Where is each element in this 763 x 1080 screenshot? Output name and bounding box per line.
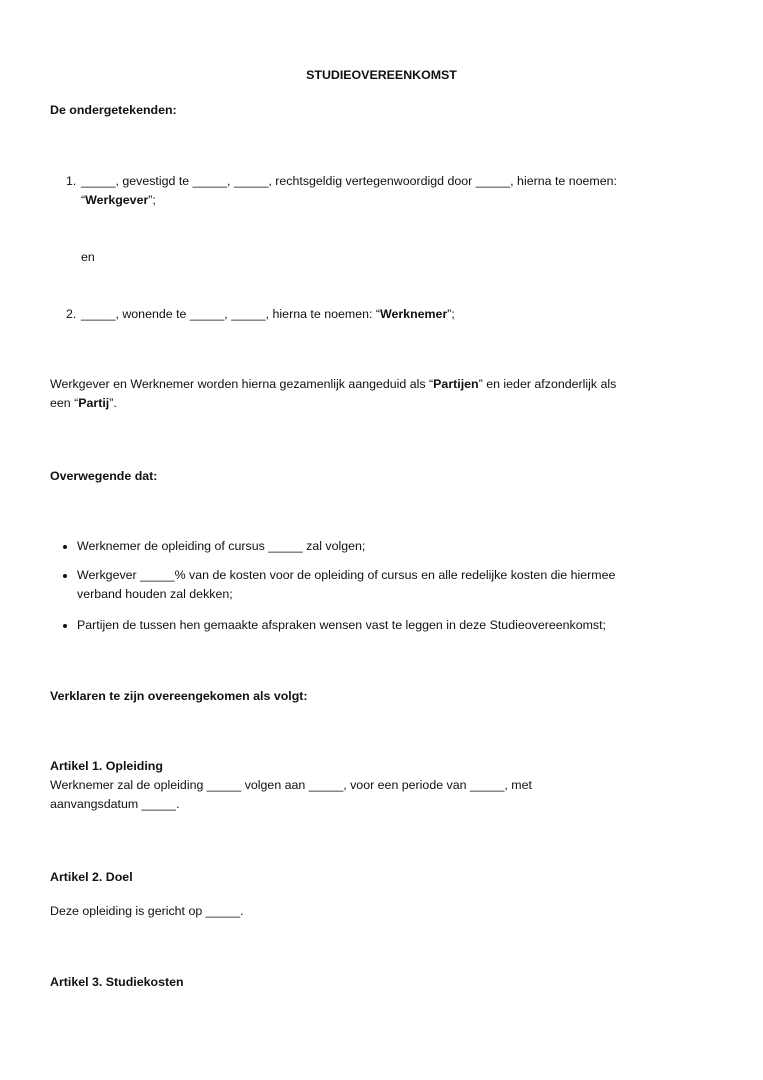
bullet-dot [63, 574, 67, 578]
party-1-number: 1. [66, 174, 77, 188]
list-item: Werkgever _____% van de kosten voor de opleiding of cursus en alle redelijke kosten die hiermee [77, 568, 616, 582]
article-1-line-2: aanvangsdatum _____. [50, 797, 180, 811]
intro-heading: De ondergetekenden: [50, 103, 177, 117]
party-2-term: Werknemer [380, 307, 448, 321]
list-item: Werknemer de opleiding of cursus _____ zal volgen; [77, 539, 366, 553]
list-item: Partijen de tussen hen gemaakte afspraken wensen vast te leggen in deze Studieovereenkomst; [77, 618, 606, 632]
considering-heading: Overwegende dat: [50, 469, 158, 483]
party-1-close: ”; [148, 193, 156, 207]
parties-paragraph-line-1 [50, 375, 616, 394]
conjunction-en: en [81, 250, 95, 264]
party-2-number: 2. [66, 307, 77, 321]
party-2-close: ”; [447, 307, 455, 321]
party-text-a: een “ [50, 396, 79, 410]
article-1-line-1: Werknemer zal de opleiding _____ volgen aan _____, voor een periode van _____, met [50, 778, 532, 792]
party-1-term: Werkgever [85, 193, 149, 207]
party-2-text: _____, wonende te _____, _____, hierna te noemen: “ [81, 307, 380, 321]
article-3-heading: Artikel 3. Studiekosten [50, 975, 184, 989]
parties-term: Partijen [433, 377, 479, 391]
document-title: STUDIEOVEREENKOMST [306, 68, 457, 82]
party-1-open-quote: “ [81, 193, 86, 207]
article-1-heading: Artikel 1. Opleiding [50, 759, 163, 773]
bullet-dot [63, 624, 67, 628]
list-item-continuation: verband houden zal dekken; [77, 587, 233, 601]
parties-text-b: ” en ieder afzonderlijk als [478, 377, 617, 391]
party-text-b: ”. [109, 396, 117, 410]
bullet-dot [63, 545, 67, 549]
article-2-heading: Artikel 2. Doel [50, 870, 133, 884]
article-2-text: Deze opleiding is gericht op _____. [50, 904, 244, 918]
parties-text-a: Werkgever en Werknemer worden hierna gezamenlijk aangeduid als “ [50, 377, 434, 391]
agreed-heading: Verklaren te zijn overeengekomen als volgt: [50, 689, 308, 703]
party-2-line [81, 305, 455, 324]
party-1-line-2 [81, 191, 156, 210]
party-term: Partij [78, 396, 110, 410]
parties-paragraph-line-2 [50, 394, 117, 413]
party-1-line-1: _____, gevestigd te _____, _____, rechtsgeldig vertegenwoordigd door _____, hierna te noemen: [81, 174, 617, 188]
